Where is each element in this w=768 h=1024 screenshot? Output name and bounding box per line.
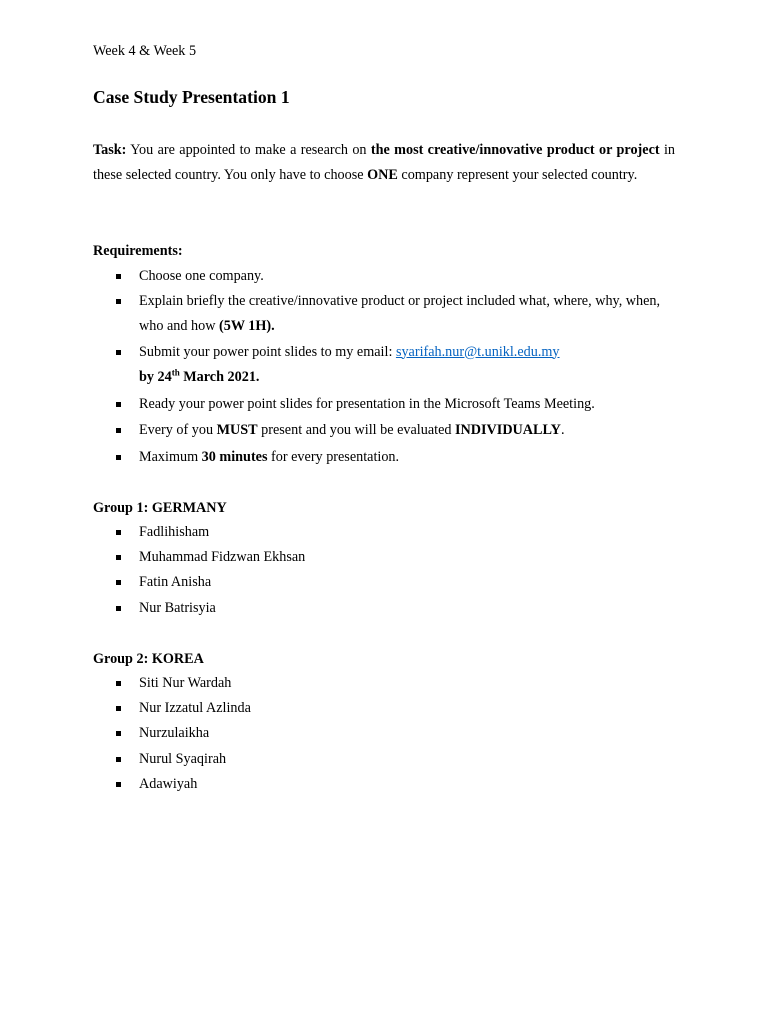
task-paragraph xyxy=(93,138,675,189)
member-name: Nurzulaikha xyxy=(139,725,210,742)
deadline-sup: th xyxy=(171,367,180,378)
deadline-by: by 24 xyxy=(139,368,172,385)
week-header: Week 4 & Week 5 xyxy=(93,43,197,59)
list-item xyxy=(93,671,683,696)
requirements-heading: Requirements: xyxy=(93,243,183,259)
member-name: Muhammad Fidzwan Ekhsan xyxy=(139,549,306,566)
list-item xyxy=(93,570,683,595)
deadline-date: March 2021. xyxy=(179,368,260,385)
task-text-1: You are appointed to make a research on xyxy=(126,142,371,158)
requirement-text: present and you will be evaluated xyxy=(257,422,456,439)
list-item xyxy=(93,289,683,339)
list-item xyxy=(93,445,683,470)
requirement-bold: INDIVIDUALLY xyxy=(455,422,561,439)
group-1-heading: Group 1: GERMANY xyxy=(93,500,227,516)
requirement-text: Explain briefly the creative/innovative product or project included what, where, why, when, who and how xyxy=(139,293,661,335)
requirement-text: Ready your power point slides for presentation in the Microsoft Teams Meeting. xyxy=(139,396,595,413)
task-text-2: in these selected country. You only have to choose xyxy=(93,142,675,184)
requirement-text: Choose one company. xyxy=(139,268,264,284)
list-item xyxy=(93,392,683,417)
requirement-text: for every presentation. xyxy=(267,449,400,466)
member-name: Siti Nur Wardah xyxy=(139,675,232,691)
list-item xyxy=(93,596,683,621)
requirement-bold: MUST xyxy=(216,422,258,439)
email-link[interactable]: syarifah.nur@t.unikl.edu.my xyxy=(395,343,560,360)
group-1-members xyxy=(93,520,683,621)
requirement-text: . xyxy=(560,422,565,439)
list-item xyxy=(93,340,683,390)
task-label: Task: xyxy=(93,142,127,158)
task-bold-1: the most creative/innovative product or project xyxy=(370,142,660,158)
member-name: Nur Izzatul Azlinda xyxy=(139,700,251,717)
list-item xyxy=(93,721,683,746)
member-name: Fatin Anisha xyxy=(139,574,212,591)
member-name: Adawiyah xyxy=(139,775,198,792)
deadline-text xyxy=(139,369,259,385)
member-name: Fadlihisham xyxy=(139,524,210,540)
requirement-text: Every of you xyxy=(139,422,217,439)
requirement-text: Maximum xyxy=(139,449,202,466)
requirement-bold: 30 minutes xyxy=(201,449,268,466)
list-item xyxy=(93,696,683,721)
group-2-members xyxy=(93,671,683,797)
task-text-3: company represent your selected country. xyxy=(397,167,638,184)
member-name: Nurul Syaqirah xyxy=(139,750,227,767)
list-item xyxy=(93,418,683,443)
list-item xyxy=(93,520,683,545)
task-bold-2: ONE xyxy=(367,167,398,184)
member-name: Nur Batrisyia xyxy=(139,599,216,616)
list-item xyxy=(93,264,683,289)
requirement-text: Submit your power point slides to my email: xyxy=(139,343,396,360)
list-item xyxy=(93,747,683,772)
page-title: Case Study Presentation 1 xyxy=(93,87,290,107)
list-item xyxy=(93,545,683,570)
requirement-bold: (5W 1H). xyxy=(219,318,275,335)
list-item xyxy=(93,772,683,797)
requirements-list xyxy=(93,264,683,471)
group-2-heading: Group 2: KOREA xyxy=(93,651,204,667)
